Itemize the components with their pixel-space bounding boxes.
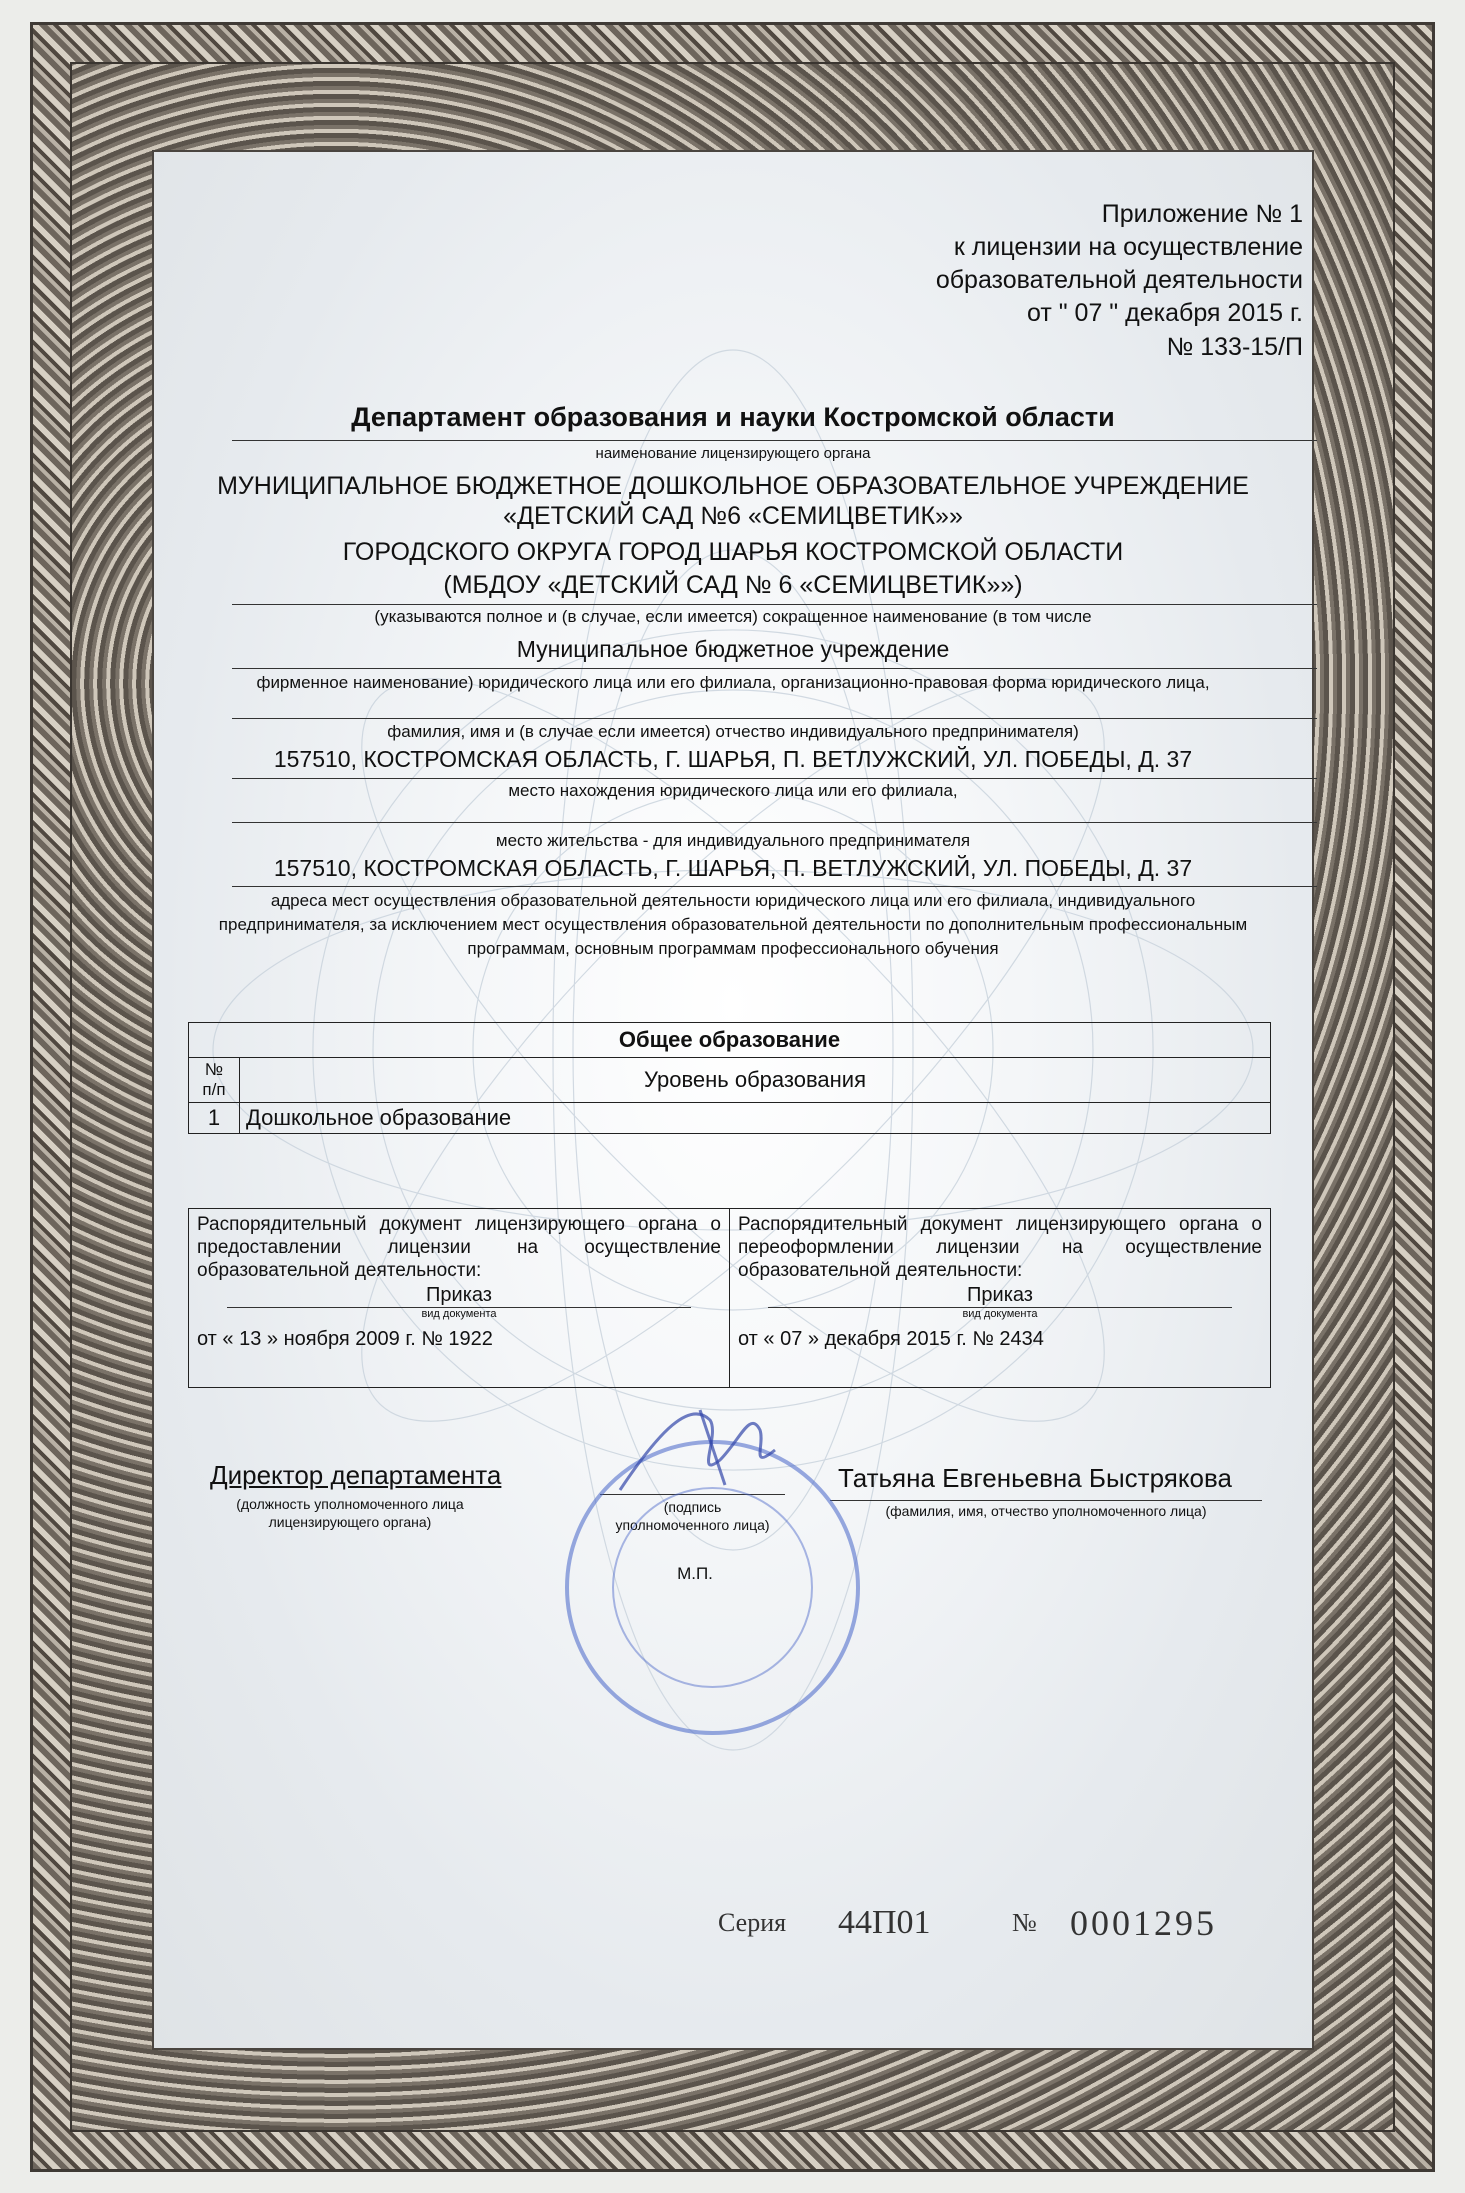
table-row — [189, 1103, 1271, 1134]
document-reissue — [730, 1209, 1271, 1388]
org-caption-4: место нахождения юридического лица или его филиала, — [508, 781, 958, 800]
signatory-name: Татьяна Евгеньевна Быстрякова — [838, 1463, 1232, 1493]
serial-number-label: № — [1012, 1908, 1037, 1937]
org-caption-7: предпринимателя, за исключением мест осуществления образовательной деятельности по дополнительным профессиональным — [218, 915, 1248, 934]
divider — [232, 778, 1317, 779]
stamp-place: М.П. — [677, 1564, 713, 1583]
org-name-line-2: «ДЕТСКИЙ САД №6 «СЕМИЦВЕТИК»» — [503, 502, 963, 530]
official-seal-inner-ring — [612, 1487, 813, 1688]
authority-caption: наименование лицензирующего органа — [595, 445, 871, 462]
signatory-position: Директор департамента — [210, 1460, 502, 1490]
col-header-level: Уровень образования — [240, 1058, 1271, 1103]
org-caption-3: фамилия, имя и (в случае если имеется) отчество индивидуального предпринимателя) — [387, 722, 1079, 741]
document-issue-type: Приказ — [426, 1284, 492, 1306]
col-header-number: № п/п — [189, 1058, 240, 1103]
signature-caption-1: (подпись — [663, 1499, 722, 1515]
document-issue-date: от « 13 » ноября 2009 г. № 1922 — [197, 1328, 493, 1350]
document-issue — [189, 1209, 730, 1388]
education-table-title: Общее образование — [189, 1023, 1271, 1058]
appendix-line-2: к лицензии на осуществление — [953, 233, 1303, 261]
org-activity-address: 157510, КОСТРОМСКАЯ ОБЛАСТЬ, Г. ШАРЬЯ, П. ВЕТЛУЖСКИЙ, УЛ. ПОБЕДЫ, Д. 37 — [273, 855, 1193, 881]
education-table — [188, 1022, 1271, 1134]
org-caption-6: адреса мест осуществления образовательной деятельности юридического лица или его филиала, индивидуального — [270, 891, 1196, 910]
signature-caption-2: уполномоченного лица) — [615, 1517, 770, 1533]
signatory-position-caption-1: (должность уполномоченного лица — [236, 1496, 464, 1512]
handwritten-signature — [600, 1390, 800, 1510]
org-caption-1: (указываются полное и (в случае, если имеется) сокращенное наименование (в том числе — [374, 607, 1092, 626]
org-short-name: (МБДОУ «ДЕТСКИЙ САД № 6 «СЕМИЦВЕТИК»») — [443, 571, 1023, 599]
divider — [232, 718, 1317, 719]
org-caption-5: место жительства - для индивидуального предпринимателя — [495, 831, 971, 850]
row-number: 1 — [189, 1103, 240, 1134]
signatory-name-caption: (фамилия, имя, отчество уполномоченного лица) — [885, 1503, 1207, 1519]
authority-name: Департамент образования и науки Костромской области — [351, 402, 1115, 432]
divider — [830, 1500, 1262, 1501]
divider — [232, 886, 1317, 887]
document-reissue-type: Приказ — [967, 1284, 1033, 1306]
row-level: Дошкольное образование — [240, 1103, 1271, 1134]
appendix-number: № 133-15/П — [1166, 333, 1303, 361]
org-caption-8: программам, основным программам профессионального обучения — [467, 939, 999, 958]
appendix-line-3: образовательной деятельности — [935, 266, 1303, 294]
org-name-line-3: ГОРОДСКОГО ОКРУГА ГОРОД ШАРЬЯ КОСТРОМСКОЙ ОБЛАСТИ — [342, 538, 1124, 566]
org-legal-address: 157510, КОСТРОМСКАЯ ОБЛАСТЬ, Г. ШАРЬЯ, П. ВЕТЛУЖСКИЙ, УЛ. ПОБЕДЫ, Д. 37 — [273, 746, 1193, 772]
org-caption-2: фирменное наименование) юридического лица или его филиала, организационно-правовая форма юридического лица, — [256, 673, 1210, 692]
documents-table — [188, 1208, 1271, 1388]
org-legal-form: Муниципальное бюджетное учреждение — [516, 636, 950, 662]
org-name-line-1: МУНИЦИПАЛЬНОЕ БЮДЖЕТНОЕ ДОШКОЛЬНОЕ ОБРАЗОВАТЕЛЬНОЕ УЧРЕЖДЕНИЕ — [217, 472, 1249, 500]
appendix-line-1: Приложение № 1 — [1101, 200, 1303, 228]
document-reissue-date: от « 07 » декабря 2015 г. № 2434 — [738, 1328, 1044, 1350]
document-reissue-type-caption: вид документа — [768, 1307, 1232, 1320]
divider — [232, 604, 1317, 605]
document-reissue-heading: Распорядительный документ лицензирующего органа о переоформлении лицензии на осуществление образовательной деятельности: — [738, 1214, 1262, 1281]
divider — [232, 822, 1317, 823]
serial-label: Серия — [718, 1908, 787, 1937]
serial-series: 44П01 — [838, 1904, 931, 1941]
divider — [232, 440, 1317, 441]
document-issue-type-caption: вид документа — [227, 1307, 691, 1320]
serial-number: 0001295 — [1070, 1903, 1217, 1943]
document-issue-heading: Распорядительный документ лицензирующего органа о предоставлении лицензии на осуществление образовательной деятельности: — [197, 1214, 721, 1281]
signatory-position-caption-2: лицензирующего органа) — [268, 1514, 432, 1530]
divider — [232, 668, 1317, 669]
appendix-date: от " 07 " декабря 2015 г. — [1026, 299, 1303, 327]
